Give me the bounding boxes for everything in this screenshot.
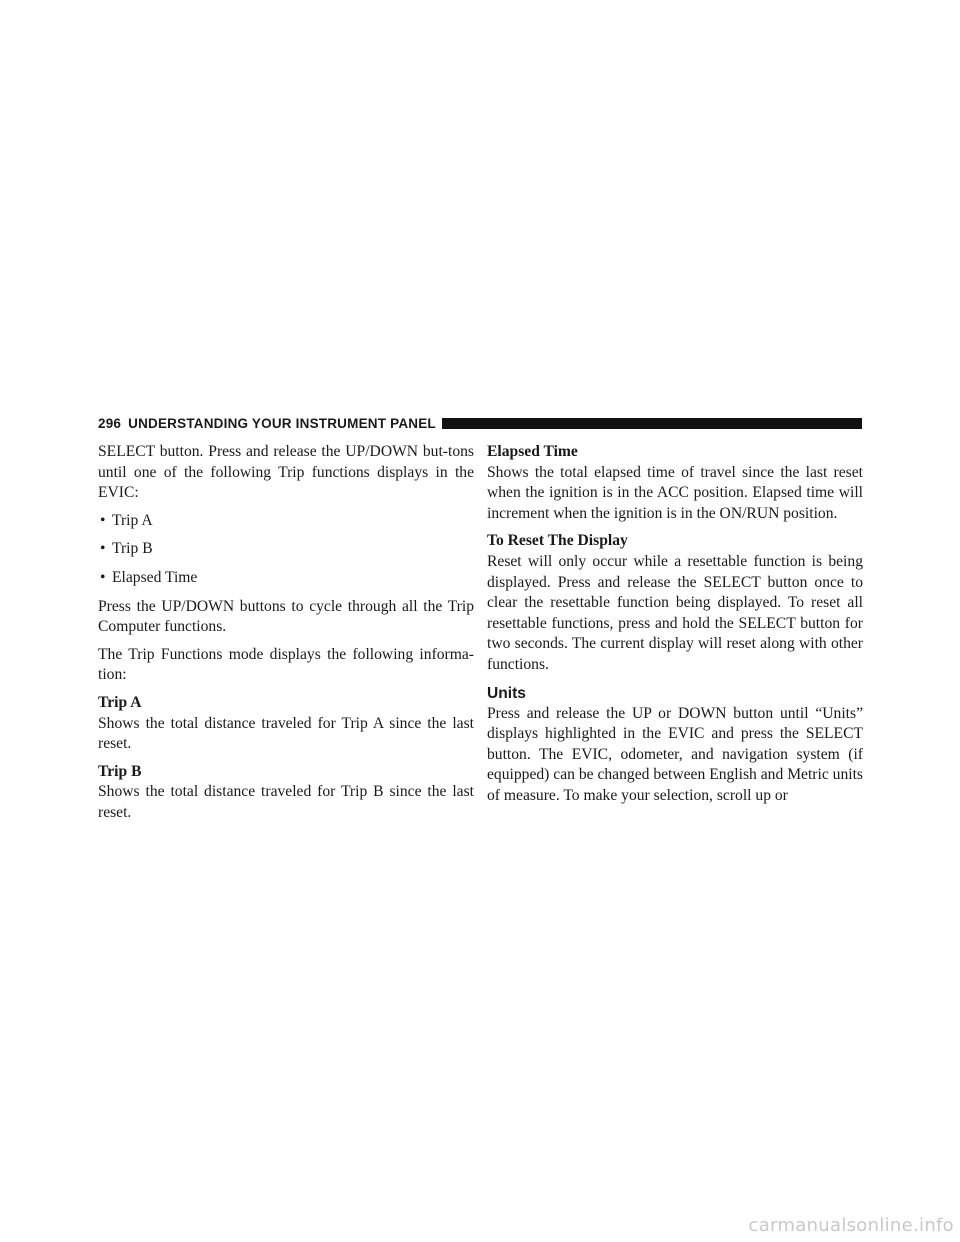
header-rule-bar (442, 418, 862, 429)
list-item (98, 511, 474, 532)
units-body: Press and release the UP or DOWN button until “Units” displays highlighted in the EVIC and press the SELECT button. The EVIC, odometer, and navigation system (if equipped) can be changed between English and Metric units of measure. To make your selection, scroll up or (487, 704, 863, 804)
list-item-label: Trip B (112, 540, 153, 558)
trip-a-heading: Trip A (98, 693, 142, 711)
list-item-label: Trip A (112, 511, 153, 529)
page-number: 296 (98, 415, 122, 431)
reset-display-heading: To Reset The Display (487, 532, 628, 550)
right-column (487, 442, 863, 814)
bullet-icon: • (100, 540, 106, 558)
page-header (98, 414, 862, 432)
bullet-icon: • (100, 511, 106, 529)
list-item (98, 568, 474, 589)
list-item-label: Elapsed Time (112, 568, 198, 586)
bullet-icon: • (100, 568, 106, 586)
trip-b-body: Shows the total distance traveled for Trip B since the last reset. (98, 783, 474, 821)
elapsed-time-body: Shows the total elapsed time of travel since the last reset when the ignition is in the ACC position. Elapsed time will increment when the ignition is in the ON/RUN position. (487, 463, 863, 522)
reset-display-body: Reset will only occur while a resettable function is being displayed. Press and release the SELECT button once to clear the resettable function being displayed. To reset all resettable functions, press and hold the SELECT button for two seconds. The current display will reset along with other functions. (487, 552, 863, 673)
units-heading: Units (487, 684, 526, 702)
mode-paragraph: The Trip Functions mode displays the following informa-tion: (98, 645, 474, 684)
intro-paragraph: SELECT button. Press and release the UP/DOWN but-tons until one of the following Trip functions displays in the EVIC: (98, 443, 474, 502)
section-title: UNDERSTANDING YOUR INSTRUMENT PANEL (128, 415, 436, 431)
cycle-paragraph: Press the UP/DOWN buttons to cycle through all the Trip Computer functions. (98, 597, 474, 636)
elapsed-time-heading: Elapsed Time (487, 443, 578, 460)
list-item (98, 539, 474, 560)
trip-functions-list (98, 511, 474, 589)
watermark-text: carmanualsonline.info (748, 1215, 954, 1236)
left-column (98, 442, 474, 831)
trip-b-heading: Trip B (98, 762, 142, 780)
trip-a-body: Shows the total distance traveled for Trip A since the last reset. (98, 714, 474, 753)
